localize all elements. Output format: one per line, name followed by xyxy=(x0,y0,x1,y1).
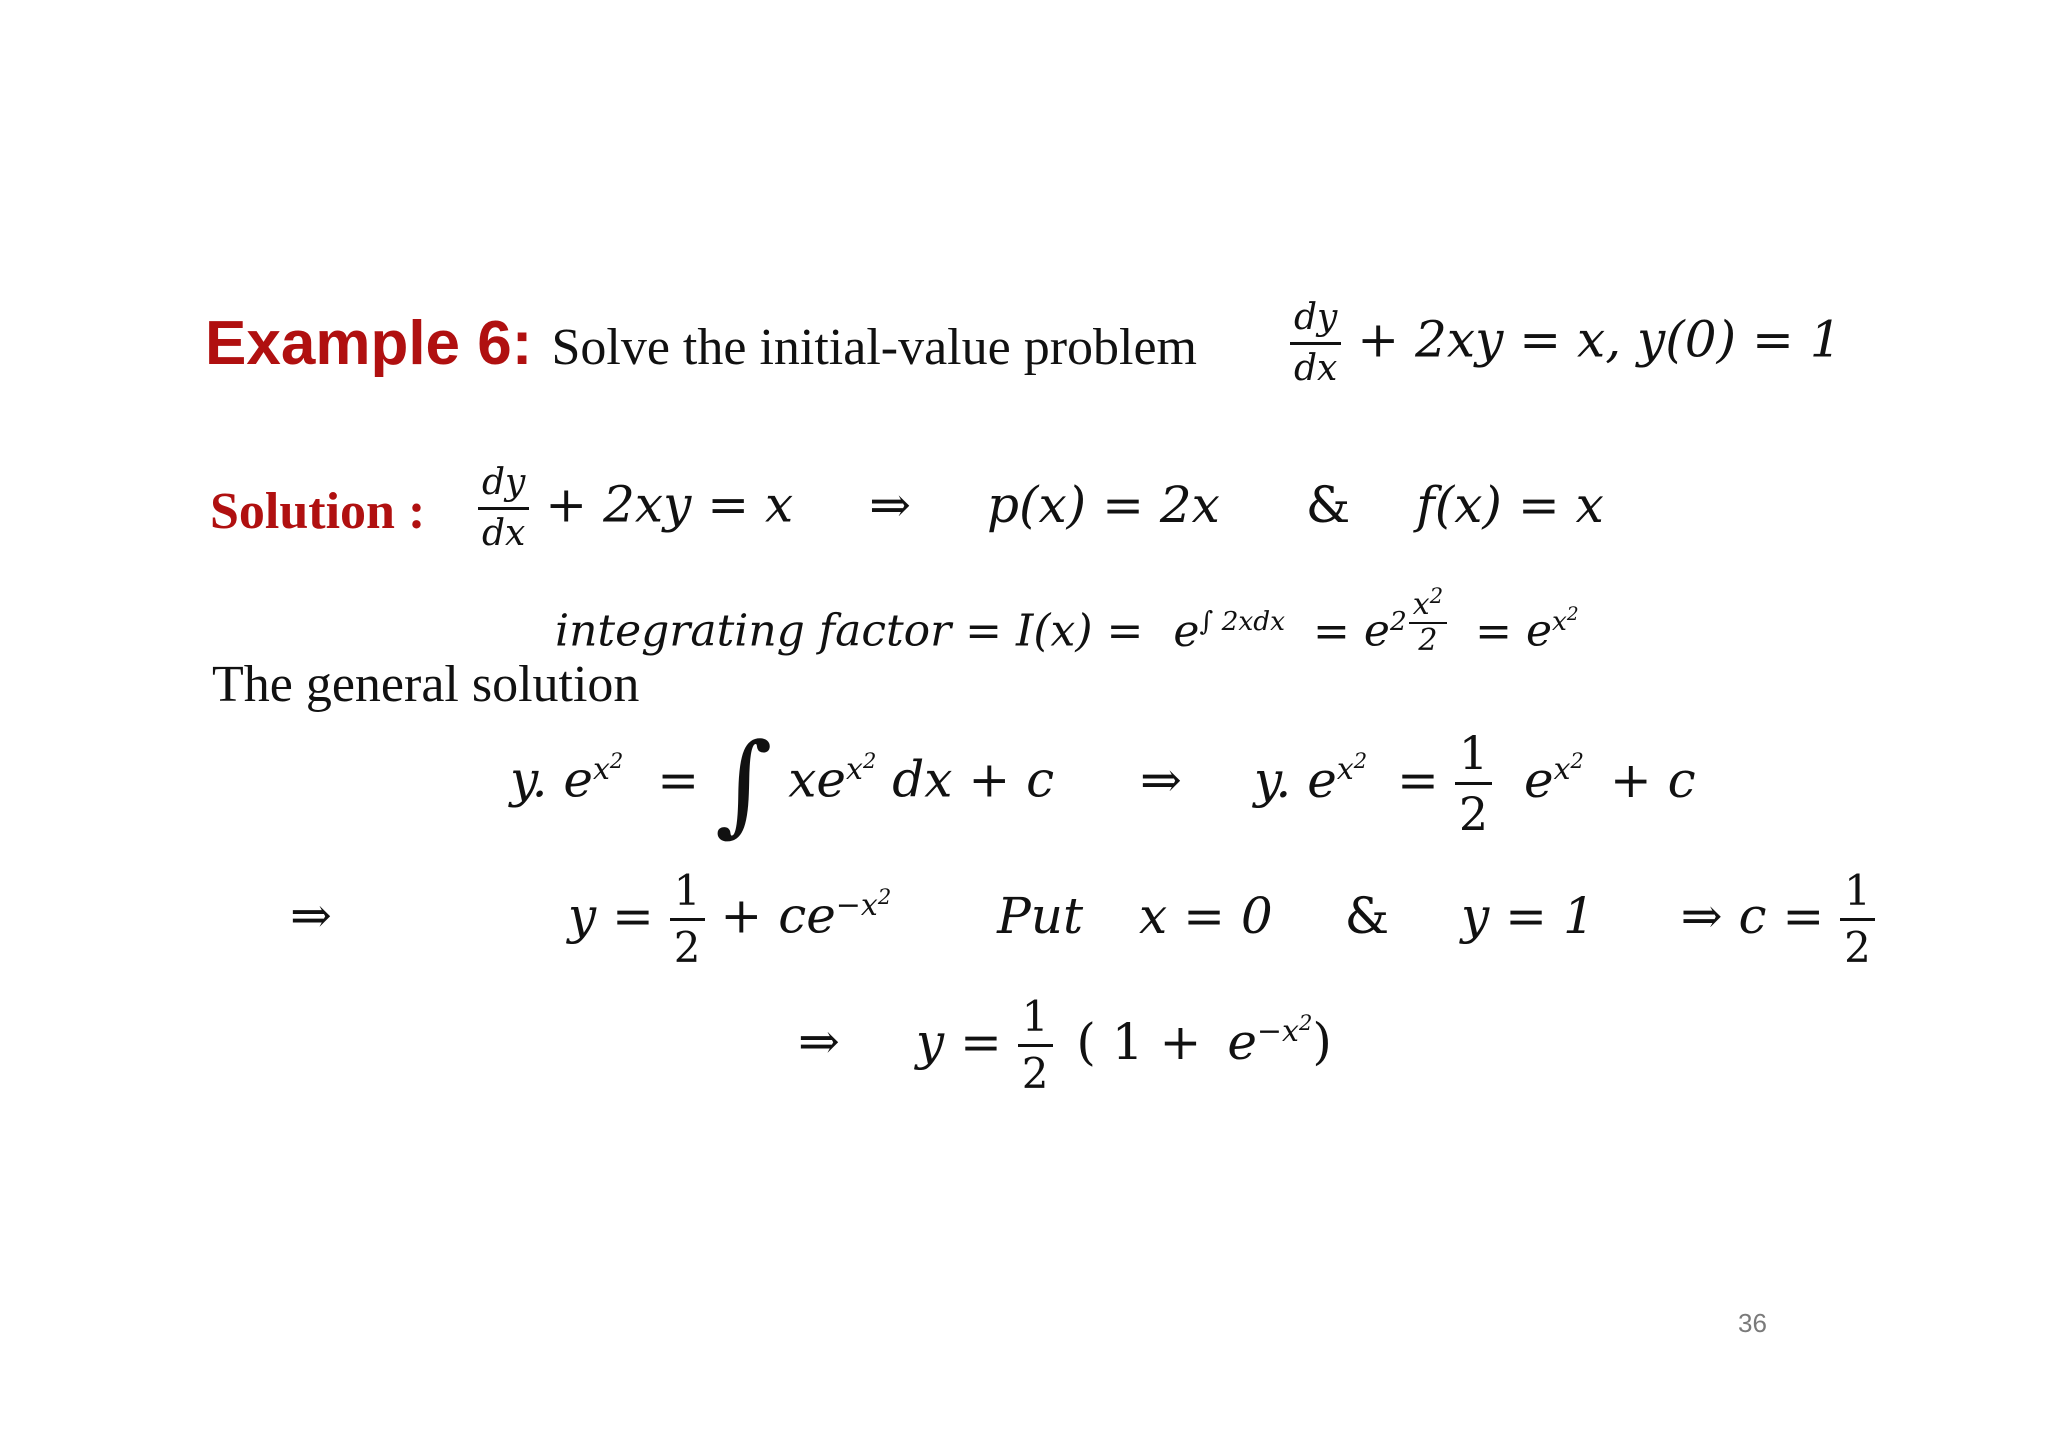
fraction-denominator: 2 xyxy=(1418,623,1438,658)
plus-ce: + ce xyxy=(720,886,836,945)
exponent: x2 xyxy=(1551,604,1579,637)
close-paren: ) xyxy=(1312,1012,1332,1071)
fraction-denominator: 2 xyxy=(673,923,701,972)
exponent: x2 xyxy=(846,748,877,787)
fraction-numerator: dy xyxy=(1290,300,1341,345)
ampersand: & xyxy=(1344,886,1390,945)
implies-arrow: ⇒ xyxy=(798,1012,840,1071)
page-number: 36 xyxy=(1738,1308,1767,1338)
equals-sign: = xyxy=(1313,605,1350,657)
ode-statement xyxy=(1290,297,1842,389)
solution-line-1 xyxy=(478,462,1604,554)
fraction-denominator: dx xyxy=(1294,348,1338,389)
fraction-numerator: 1 xyxy=(670,870,705,921)
fraction-numerator: 1 xyxy=(1455,730,1492,785)
exp-fraction xyxy=(1409,584,1447,658)
c-fraction xyxy=(1840,866,1875,972)
example-heading xyxy=(205,308,1197,379)
equals-sign: = xyxy=(1397,750,1439,809)
dy-dx-fraction xyxy=(1290,297,1341,389)
lhs: y. e xyxy=(510,750,593,809)
solution-line-3 xyxy=(510,719,1696,848)
equals-sign: = xyxy=(657,750,700,809)
exp-base: e xyxy=(1524,750,1554,809)
put-label: Put xyxy=(997,886,1084,945)
equation-text: + 2xy = x xyxy=(545,475,794,534)
ampersand: & xyxy=(1305,475,1351,534)
half-fraction xyxy=(670,866,705,972)
fraction-numerator: 1 xyxy=(1018,996,1053,1047)
implies-arrow: ⇒ xyxy=(1140,750,1182,809)
fraction-numerator: 1 xyxy=(1840,870,1875,921)
fraction-denominator: 2 xyxy=(1021,1049,1049,1098)
exp-integral: ∫ 2xdx xyxy=(1199,606,1286,637)
p-of-x: p(x) = 2x xyxy=(986,475,1220,534)
general-solution-label: The general solution xyxy=(212,656,640,713)
c-equals: ⇒ c = xyxy=(1680,886,1825,945)
exp-coefficient: 2 xyxy=(1389,606,1407,637)
exponent: x2 xyxy=(592,748,624,787)
fraction-numerator: dy xyxy=(478,465,529,510)
problem-text: Solve the initial-value problem xyxy=(551,319,1197,376)
implies-arrow: ⇒ xyxy=(290,886,332,945)
fraction-numerator: $x^2$ xyxy=(1409,590,1447,624)
solution-label: Solution : xyxy=(210,483,426,540)
solution-line-5 xyxy=(798,992,1332,1098)
exponent: −x2 xyxy=(835,884,892,923)
exponent: x2 xyxy=(1553,748,1584,787)
ode-rest: + 2xy = x, y(0) = 1 xyxy=(1357,310,1842,369)
half-fraction xyxy=(1455,726,1492,841)
integrating-factor-lhs: integrating factor = I(x) = xyxy=(555,605,1144,657)
y-equals-one: y = 1 xyxy=(1461,886,1595,945)
exponent: x2 xyxy=(1336,748,1368,787)
implies-arrow: ⇒ xyxy=(869,475,912,534)
example-label: Example 6: xyxy=(205,309,533,378)
open-paren: ( 1 + xyxy=(1076,1012,1202,1071)
integrating-factor-line xyxy=(555,584,1579,658)
exp-base: e xyxy=(1363,605,1390,657)
exp-base: e xyxy=(1173,605,1200,657)
fraction-denominator: dx xyxy=(482,513,526,554)
f-of-x: f(x) = x xyxy=(1416,475,1604,534)
y-equals: y = xyxy=(915,1012,1002,1071)
y-equals: y = xyxy=(567,886,654,945)
lhs: y. e xyxy=(1253,750,1337,809)
x-equals-zero: x = 0 xyxy=(1138,886,1273,945)
integrand: xe xyxy=(788,750,847,809)
exp-base: e xyxy=(1227,1012,1257,1071)
dy-dx-fraction xyxy=(478,462,529,554)
equals-sign: = xyxy=(1475,605,1512,657)
half-fraction xyxy=(1018,992,1053,1098)
fraction-denominator: 2 xyxy=(1844,923,1871,972)
solution-line-4 xyxy=(290,866,1875,972)
integral-sign: ∫ xyxy=(715,719,773,848)
plus-constant: + c xyxy=(1609,750,1696,809)
exp-base: e xyxy=(1525,605,1552,657)
integral-rest: dx + c xyxy=(892,750,1055,809)
exponent: −x2 xyxy=(1256,1010,1313,1049)
fraction-denominator: 2 xyxy=(1458,787,1489,841)
